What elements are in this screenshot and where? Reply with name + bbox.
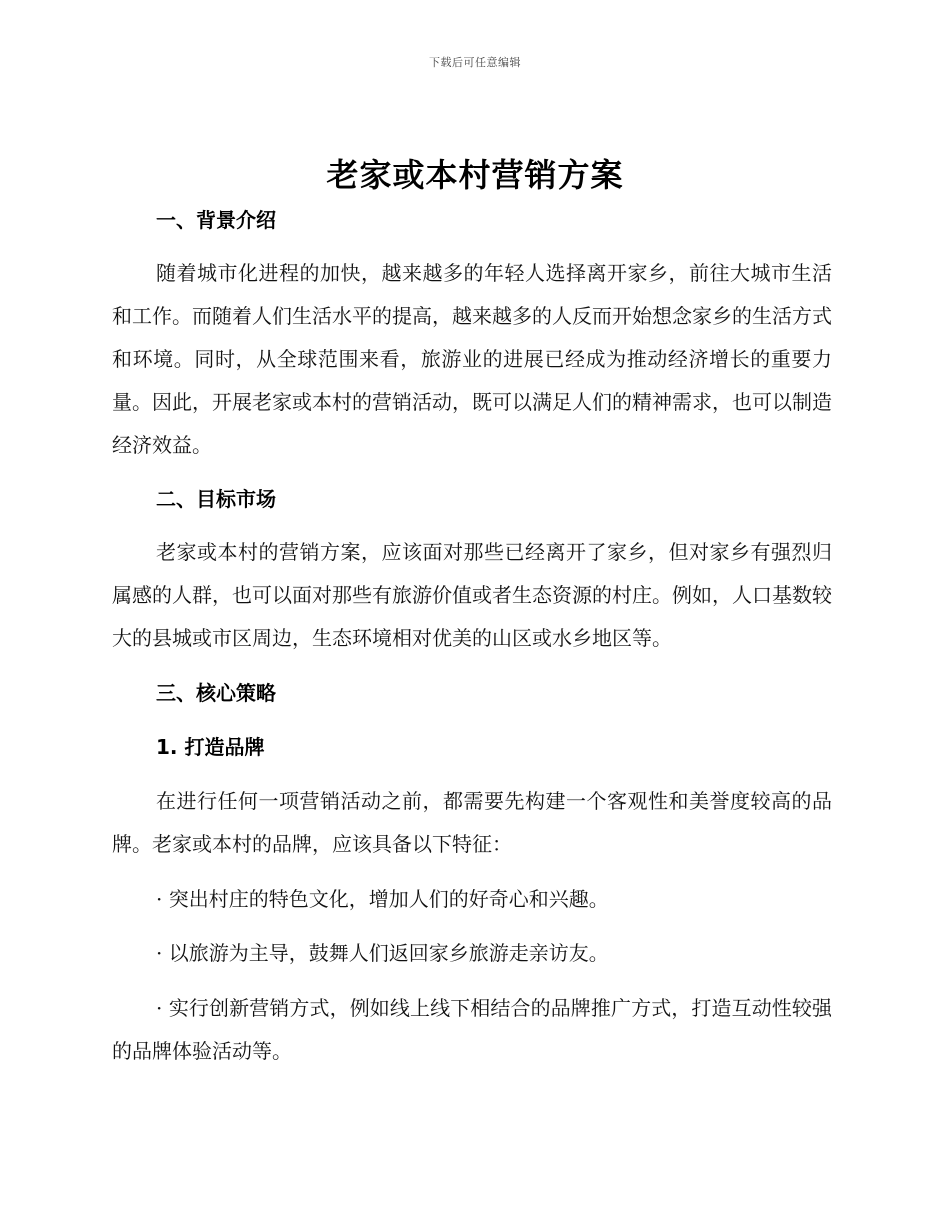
list-item: · 以旅游为主导，鼓舞人们返回家乡旅游走亲访友。: [156, 941, 609, 965]
subsection-heading-brand: 1. 打造品牌: [156, 735, 265, 759]
section-heading-core-strategy: 三、核心策略: [156, 681, 276, 705]
paragraph-target-market: 老家或本村的营销方案，应该面对那些已经离开了家乡，但对家乡有强烈归属感的人群，也可以面对那些有旅游价值或者生态资源的村庄。例如，人口基数较大的县城或市区周边，生态环境相对优美的山区或水乡地区等。: [112, 540, 832, 650]
list-item: · 突出村庄的特色文化，增加人们的好奇心和兴趣。: [156, 887, 609, 911]
paragraph-brand: 在进行任何一项营销活动之前，都需要先构建一个客观性和美誉度较高的品牌。老家或本村的品牌，应该具备以下特征：: [112, 789, 832, 856]
list-item: · 实行创新营销方式，例如线上线下相结合的品牌推广方式，打造互动性较强的品牌体验活动等。: [112, 996, 832, 1063]
section-heading-background: 一、背景介绍: [156, 208, 276, 232]
document-title: 老家或本村营销方案: [326, 156, 624, 194]
paragraph-background: 随着城市化进程的加快，越来越多的年轻人选择离开家乡，前往大城市生活和工作。而随着人们生活水平的提高，越来越多的人反而开始想念家乡的生活方式和环境。同时，从全球范围来看，旅游业的进展已经成为推动经济增长的重要力量。因此，开展老家或本村的营销活动，既可以满足人们的精神需求，也可以制造经济效益。: [112, 261, 832, 457]
header-note: 下载后可任意编辑: [429, 56, 521, 69]
section-heading-target-market: 二、目标市场: [156, 487, 276, 511]
